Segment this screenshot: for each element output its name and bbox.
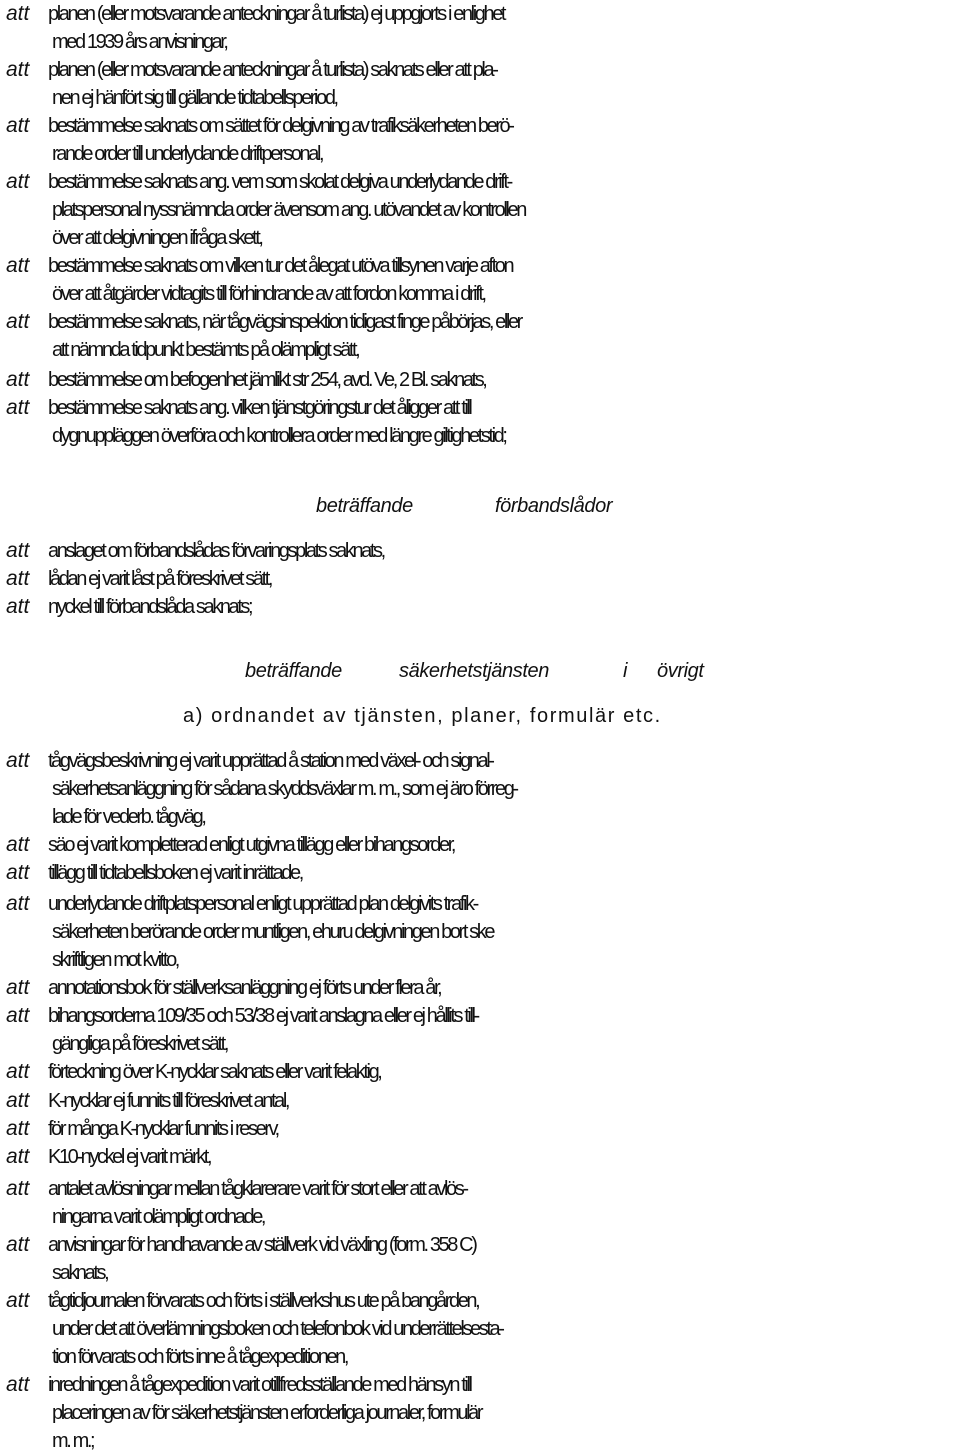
- att-marker: att: [6, 539, 30, 562]
- entry-line: underlydande driftplatspersonal enligt upprättad plan delgivits trafik-: [48, 893, 477, 915]
- list-item: [6, 168, 958, 252]
- section-heading-word: förbandslådor: [495, 495, 613, 517]
- list-item: [6, 831, 958, 859]
- list-item: [6, 890, 958, 974]
- list-item: [6, 112, 958, 168]
- entry-line: planen (eller motsvarande anteckningar å turlista) ej uppgjorts i enlighet: [48, 3, 505, 25]
- entry-line: bestämmelse saknats om sättet för delgivning av trafiksäkerheten berö-: [48, 115, 513, 137]
- list-item: [6, 366, 958, 394]
- list-item: [6, 56, 958, 112]
- entry-line: säkerheten berörande order muntligen, ehuru delgivningen bort ske: [52, 921, 494, 943]
- section-heading-word: beträffande: [245, 660, 342, 682]
- entry-line: under det att överlämningsboken och telefonbok vid underrättelsesta-: [52, 1318, 503, 1340]
- list-item: [6, 0, 958, 56]
- att-marker: att: [6, 892, 30, 915]
- list-item: [6, 1002, 958, 1058]
- entry-line: inredningen å tågexpedition varit otillfredsställande med hänsyn till: [48, 1374, 471, 1396]
- entry-line: K10-nyckel ej varit märkt,: [48, 1146, 211, 1168]
- list-item: [6, 394, 958, 450]
- entry-line: nen ej hänfört sig till gällande tidtabellsperiod,: [52, 87, 337, 109]
- list-item: [6, 1087, 958, 1115]
- att-marker: att: [6, 749, 30, 772]
- list-item: [6, 537, 958, 565]
- list-item: [6, 1143, 958, 1171]
- att-marker: att: [6, 254, 30, 277]
- entry-line: K-nycklar ej funnits till föreskrivet antal,: [48, 1090, 289, 1112]
- entry-line: tågtidjournalen förvarats och förts i ställverkshus ute på bangården,: [48, 1290, 479, 1312]
- list-item: [6, 252, 958, 308]
- entry-line: tågvägsbeskrivning ej varit upprättad å station med växel- och signal-: [48, 750, 493, 772]
- list-item: [6, 1058, 958, 1086]
- list-item: [6, 308, 958, 364]
- entry-line: att nämnda tidpunkt bestämts på olämpligt sätt,: [52, 339, 359, 361]
- list-item: [6, 1371, 958, 1455]
- entry-line: nyckel till förbandslåda saknats;: [48, 596, 252, 618]
- entry-line: över att åtgärder vidtagits till förhindrande av att fordon komma i drift,: [52, 283, 485, 305]
- entry-line: antalet avlösningar mellan tågklarerare varit för stort eller att avlös-: [48, 1178, 467, 1200]
- section-heading-word: beträffande: [316, 495, 413, 517]
- att-marker: att: [6, 170, 30, 193]
- att-marker: att: [6, 567, 30, 590]
- entry-line: med 1939 års anvisningar,: [52, 31, 227, 53]
- list-item: [6, 1115, 958, 1143]
- att-marker: att: [6, 2, 30, 25]
- entry-line: skriftligen mot kvitto,: [52, 949, 178, 971]
- entry-line: bihangsorderna 109/35 och 53/38 ej varit anslagna eller ej hållits till-: [48, 1005, 478, 1027]
- entry-line: förteckning över K-nycklar saknats eller varit felaktig,: [48, 1061, 381, 1083]
- entry-line: annotationsbok för ställverksanläggning ej förts under flera år,: [48, 977, 441, 999]
- section-heading-word: i: [623, 660, 628, 682]
- list-item: [6, 859, 958, 887]
- list-item: [6, 1287, 958, 1371]
- entry-line: placeringen av för säkerhetstjänsten erforderliga journaler, formulär: [52, 1402, 482, 1424]
- list-item: [6, 565, 958, 593]
- att-marker: att: [6, 833, 30, 856]
- att-marker: att: [6, 1177, 30, 1200]
- entry-line: för många K-nycklar funnits i reserv,: [48, 1118, 278, 1140]
- entry-line: anvisningar för handhavande av ställverk vid växling (form. 358 C): [48, 1234, 476, 1256]
- entry-line: över att delgivningen ifråga skett,: [52, 227, 262, 249]
- att-marker: att: [6, 1060, 30, 1083]
- list-item: [6, 974, 958, 1002]
- att-marker: att: [6, 368, 30, 391]
- section-heading-word: säkerhetstjänsten: [399, 660, 549, 682]
- att-marker: att: [6, 1145, 30, 1168]
- att-marker: att: [6, 1289, 30, 1312]
- att-marker: att: [6, 1117, 30, 1140]
- att-marker: att: [6, 1004, 30, 1027]
- entry-line: lade för vederb. tågväg,: [52, 806, 205, 828]
- att-marker: att: [6, 595, 30, 618]
- entry-line: bestämmelse saknats, när tågvägsinspektion tidigast finge påbörjas, eller: [48, 311, 521, 333]
- entry-line: gängliga på föreskrivet sätt,: [52, 1033, 227, 1055]
- section-heading-word: övrigt: [657, 660, 704, 682]
- att-marker: att: [6, 396, 30, 419]
- list-item: [6, 747, 958, 831]
- entry-line: planen (eller motsvarande anteckningar å turlista) saknats eller att pla-: [48, 59, 497, 81]
- entry-line: saknats,: [52, 1262, 108, 1284]
- entry-line: dygnuppläggen överföra och kontrollera order med längre giltighetstid;: [52, 425, 506, 447]
- entry-line: platspersonal nyssnämnda order ävensom ang. utövandet av kontrollen: [52, 199, 525, 221]
- att-marker: att: [6, 114, 30, 137]
- att-marker: att: [6, 861, 30, 884]
- att-marker: att: [6, 1373, 30, 1396]
- att-marker: att: [6, 1089, 30, 1112]
- entry-line: tillägg till tidtabellsboken ej varit inrättade,: [48, 862, 302, 884]
- entry-line: anslaget om förbandslådas förvaringsplats saknats,: [48, 540, 384, 562]
- entry-line: bestämmelse om befogenhet jämlikt str 254, avd. Ve, 2 Bl. saknats,: [48, 369, 486, 391]
- list-item: [6, 1231, 958, 1287]
- entry-line: säo ej varit kompletterad enligt utgivna tillägg eller bihangsorder,: [48, 834, 455, 856]
- att-marker: att: [6, 310, 30, 333]
- entry-line: tion förvarats och förts inne å tågexpeditionen,: [52, 1346, 348, 1368]
- att-marker: att: [6, 58, 30, 81]
- list-item: [6, 593, 958, 621]
- entry-line: rande order till underlydande driftpersonal,: [52, 143, 323, 165]
- entry-line: säkerhetsanläggning för sådana skyddsväxlar m. m., som ej äro förreg-: [52, 778, 517, 800]
- subsection-heading: a) ordnandet av tjänsten, planer, formulär etc.: [183, 705, 662, 727]
- entry-line: lådan ej varit låst på föreskrivet sätt,: [48, 568, 272, 590]
- entry-line: m. m.;: [52, 1430, 94, 1452]
- list-item: [6, 1175, 958, 1231]
- att-marker: att: [6, 1233, 30, 1256]
- entry-line: ningarna varit olämpligt ordnade,: [52, 1206, 265, 1228]
- entry-line: bestämmelse saknats om vilken tur det ålegat utöva tillsynen varje afton: [48, 255, 513, 277]
- entry-line: bestämmelse saknats ang. vilken tjänstgöringstur det åligger att till: [48, 397, 471, 419]
- att-marker: att: [6, 976, 30, 999]
- entry-line: bestämmelse saknats ang. vem som skolat delgiva underlydande drift-: [48, 171, 511, 193]
